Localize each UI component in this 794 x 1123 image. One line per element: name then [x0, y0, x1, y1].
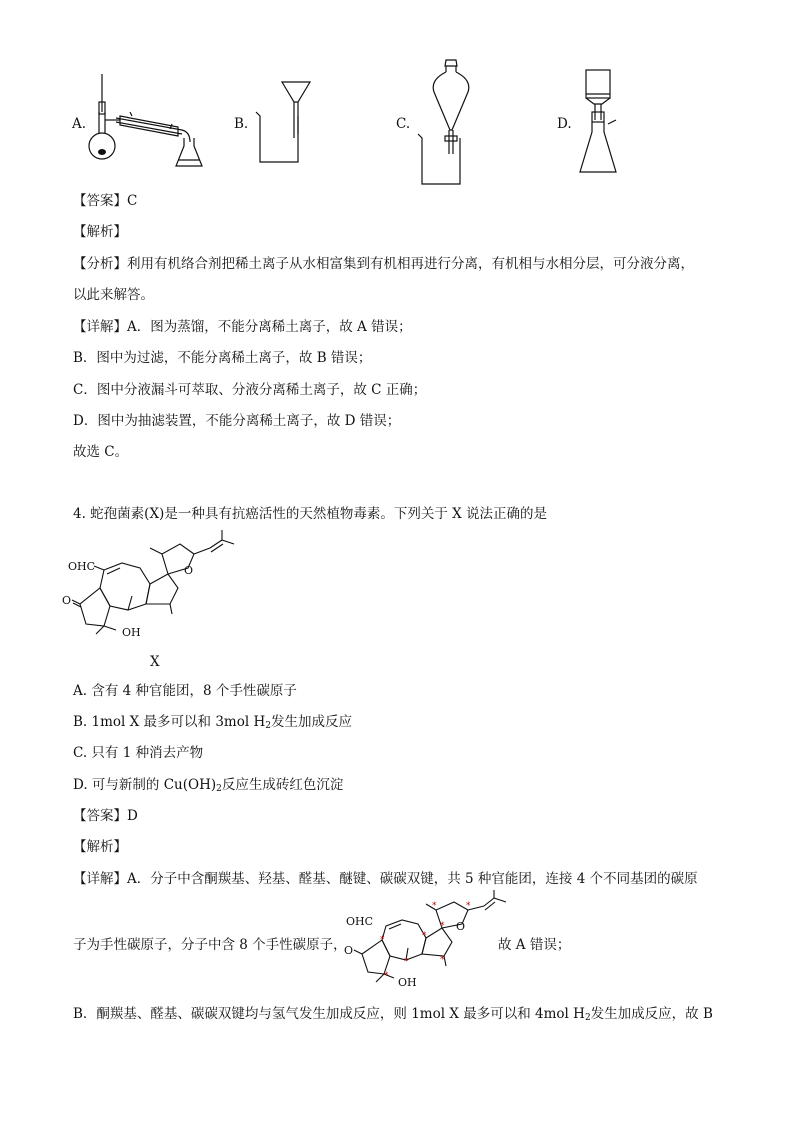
- svg-text:*: *: [384, 971, 389, 981]
- distillation-apparatus-icon: [90, 72, 210, 172]
- svg-text:OH: OH: [398, 976, 417, 989]
- option-c-label: C.: [396, 116, 411, 132]
- atom-label-o-ketone: O: [62, 594, 72, 607]
- option-b-label: B.: [234, 116, 249, 132]
- svg-text:O: O: [344, 944, 354, 957]
- q4-choice-c: C. 只有 1 种消去产物: [73, 745, 204, 761]
- q3-detail-a: 【详解】A．图为蒸馏，不能分离稀土离子，故 A 错误；: [73, 319, 412, 335]
- q4-choice-a: A. 含有 4 种官能团，8 个手性碳原子: [73, 683, 297, 699]
- q3-answer: 【答案】C: [73, 193, 138, 209]
- q3-analysis-line-2: 以此来解答。: [73, 287, 154, 303]
- q3-detail-d: D．图中为抽滤装置，不能分离稀土离子，故 D 错误；: [73, 413, 401, 429]
- molecule-x-chiral-annotated: [344, 892, 512, 992]
- q4-detail-a-line-1: 【详解】A．分子中含酮羰基、羟基、醛基、醚键、碳碳双键，共 5 种官能团，连接 4 个不同基团的碳原: [73, 871, 698, 887]
- option-d-label: D.: [557, 116, 572, 132]
- svg-text:*: *: [440, 955, 445, 965]
- q3-analysis-line-1: 【分析】利用有机络合剂把稀土离子从水相富集到有机相再进行分离，有机相与水相分层，可分液分离，: [73, 256, 694, 272]
- q3-detail-b: B．图中为过滤，不能分离稀土离子，故 B 错误；: [73, 350, 372, 366]
- separatory-funnel-apparatus-icon: [416, 58, 486, 188]
- atom-label-o-ring: O: [184, 564, 194, 577]
- q4-stem: 4. 蛇孢菌素(X)是一种具有抗癌活性的天然植物毒素。下列关于 X 说法正确的是: [73, 506, 548, 522]
- q3-analysis-header: 【解析】: [73, 224, 127, 240]
- svg-text:*: *: [432, 901, 437, 911]
- structure-label-x: X: [150, 654, 160, 670]
- q4-choice-d: D. 可与新制的 $Cu(OH)_2$反应生成砖红色沉淀: [73, 777, 344, 794]
- q3-detail-c: C．图中分液漏斗可萃取、分液分离稀土离子，故 C 正确；: [73, 382, 427, 398]
- svg-text:*: *: [440, 921, 445, 931]
- q4-detail-a-line-2-post: 故 A 错误；: [498, 937, 571, 953]
- q3-conclusion: 故选 C。: [73, 444, 129, 460]
- suction-filtration-apparatus-icon: [574, 68, 634, 178]
- q4-answer: 【答案】D: [73, 808, 138, 824]
- svg-text:OHC: OHC: [346, 915, 374, 928]
- svg-text:*: *: [380, 935, 385, 945]
- q4-choice-b: B. 1mol X 最多可以和 3mol $H_2$发生加成反应: [73, 714, 352, 731]
- molecule-x-structure: [62, 530, 240, 650]
- option-a-label: A.: [72, 116, 87, 132]
- atom-label-cho: OHC: [68, 560, 96, 573]
- svg-text:*: *: [466, 901, 471, 911]
- svg-text:*: *: [404, 957, 409, 967]
- q4-analysis-header: 【解析】: [73, 839, 127, 855]
- filtration-apparatus-icon: [254, 78, 324, 168]
- svg-text:O: O: [456, 920, 466, 933]
- q4-detail-a-line-2-pre: 子为手性碳原子，分子中含 8 个手性碳原子，: [73, 937, 347, 953]
- q4-detail-b: B．酮羰基、醛基、碳碳双键均与氢气发生加成反应，则 1mol X 最多可以和 4mol $H_2$发生加成反应，故 B: [73, 1006, 713, 1023]
- svg-text:*: *: [422, 931, 427, 941]
- atom-label-oh: OH: [122, 626, 141, 639]
